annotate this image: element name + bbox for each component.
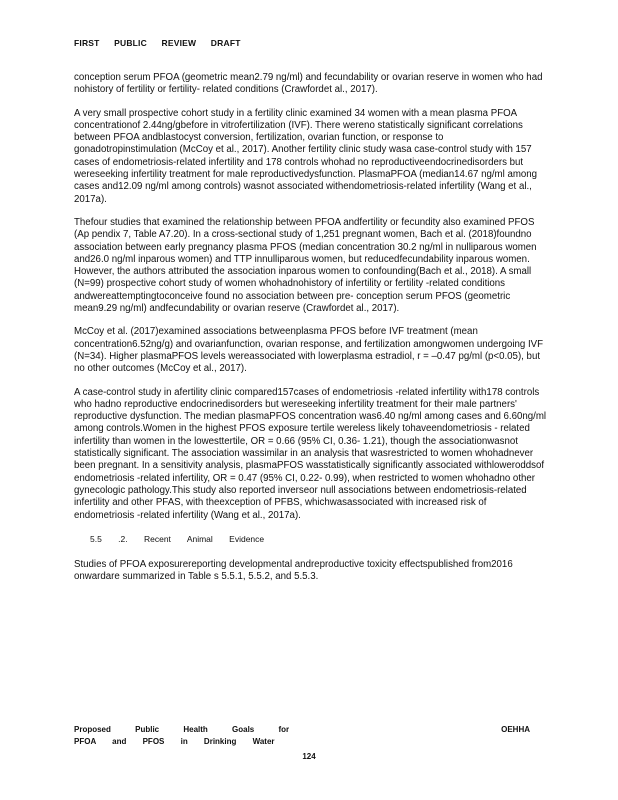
paragraph: Studies of PFOA exposurereporting developmental andreproductive toxicity effectspublished from2016 onwardare summarized in Table s 5.5.1, 5.5.2, and 5.5.3. [74,559,513,583]
footer-agency: OEHHA [501,725,530,734]
paragraph: McCoy et al. (2017)examined associations betweenplasma PFOS before IVF treatment (mean concentration6.52ng/g) and ovarianfunction, ovarian response, and fertilization amongwomen undergoing IVF (N=34). Higher plasmaPFOS levels wereassociated with lowerplasma estradiol, r = –0.47 pg/ml (p<0.05), but no other outcomes (McCoy et al., 2017). [74,326,544,375]
draft-header: FIRST PUBLIC REVIEW DRAFT [74,38,241,48]
paragraph: conception serum PFOA (geometric mean2.79 ng/ml) and fecundability or ovarian reserve in women who had nohistory of fertility or fertility- related conditions (Crawfordet al., 2017). [74,72,543,96]
section-subheading: 5.5 .2. Recent Animal Evidence [90,533,265,544]
document-body [74,72,548,595]
footer-title-line-2: PFOA and PFOS in Drinking Water [74,737,275,746]
page-number: 124 [302,752,316,761]
paragraph: A case-control study in afertility clinic compared157cases of endometriosis -related infertility with178 controls who hadno reproductive endocrinedisorders but wereseeking infertility treatment for their male partners' reproductive dysfunction. The median plasmaPFOS concentration was6.40 ng/ml among cases and 6.60ng/ml among controls.Women in the highest PFOS exposure tertile wereless likely tohaveendometriosis - related infertility than women in the lowesttertile, OR = 0.66 (95% CI, 0.36- 1.21), though the associationwasnot statistically significant. The association wassimilar in an analysis that wasrestricted to women whohadnever been pregnant. In a sensitivity analysis, plasmaPFOS wasstatistically significantly associated withloweroddsof endometriosis -related infertility, OR = 0.47 (95% CI, 0.22- 0.99), when restricted to women whohadno other gynecologic pathology.This study also reported inverseor null associations between endometriosis-related infertility and other PFAS, with theexception of PFBS, whichwasassociated with increased risk of endometriosis -related infertility (Wang et al., 2017a). [74,386,547,521]
footer-title-line-1: Proposed Public Health Goals for [74,725,290,734]
paragraph: Thefour studies that examined the relationship between PFOA andfertility or fecundity also examined PFOS (Ap pendix 7, Table A7.20). In a cross-sectional study of 1,251 pregnant women, Bach et al. (2018)foundno association between early pregnancy plasma PFOS (median concentration 30.2 ng/ml in nulliparous women and26.0 ng/ml inparous women) and TTP innulliparous women, but reducedfecundability inparous women. However, the authors attributed the association inparous women to confounding(Bach et al., 2018). A small (N=99) prospective cohort study of women whohadnohistory of infertility or fertility -related conditions andwereattemptingtoconceive found no association between pre- conception serum PFOS (geometric mean9.29 ng/ml) andfecundability or ovarian reserve (Crawfordet al., 2017). [74,216,537,315]
paragraph: A very small prospective cohort study in a fertility clinic examined 34 women with a mean plasma PFOA concentrationof 2.44ng/gbefore in vitrofertilization (IVF). There wereno statistically significant correlations between PFOA andblastocyst conversion, fertilization, ovarian function, or response to gonadotropinstimulation (McCoy et al., 2017). Another fertility clinic study wasa case-control study with 157 cases of endometriosis-related infertility and 178 controls whohad no reproductiveendocrinedisorders but wereseeking infertility treatment for male reproductivedysfunction. PlasmaPFOA (median14.67 ng/ml among cases and12.09 ng/ml among controls) wasnot associated withendometriosis-related infertility (Wang et al., 2017a). [74,107,538,205]
